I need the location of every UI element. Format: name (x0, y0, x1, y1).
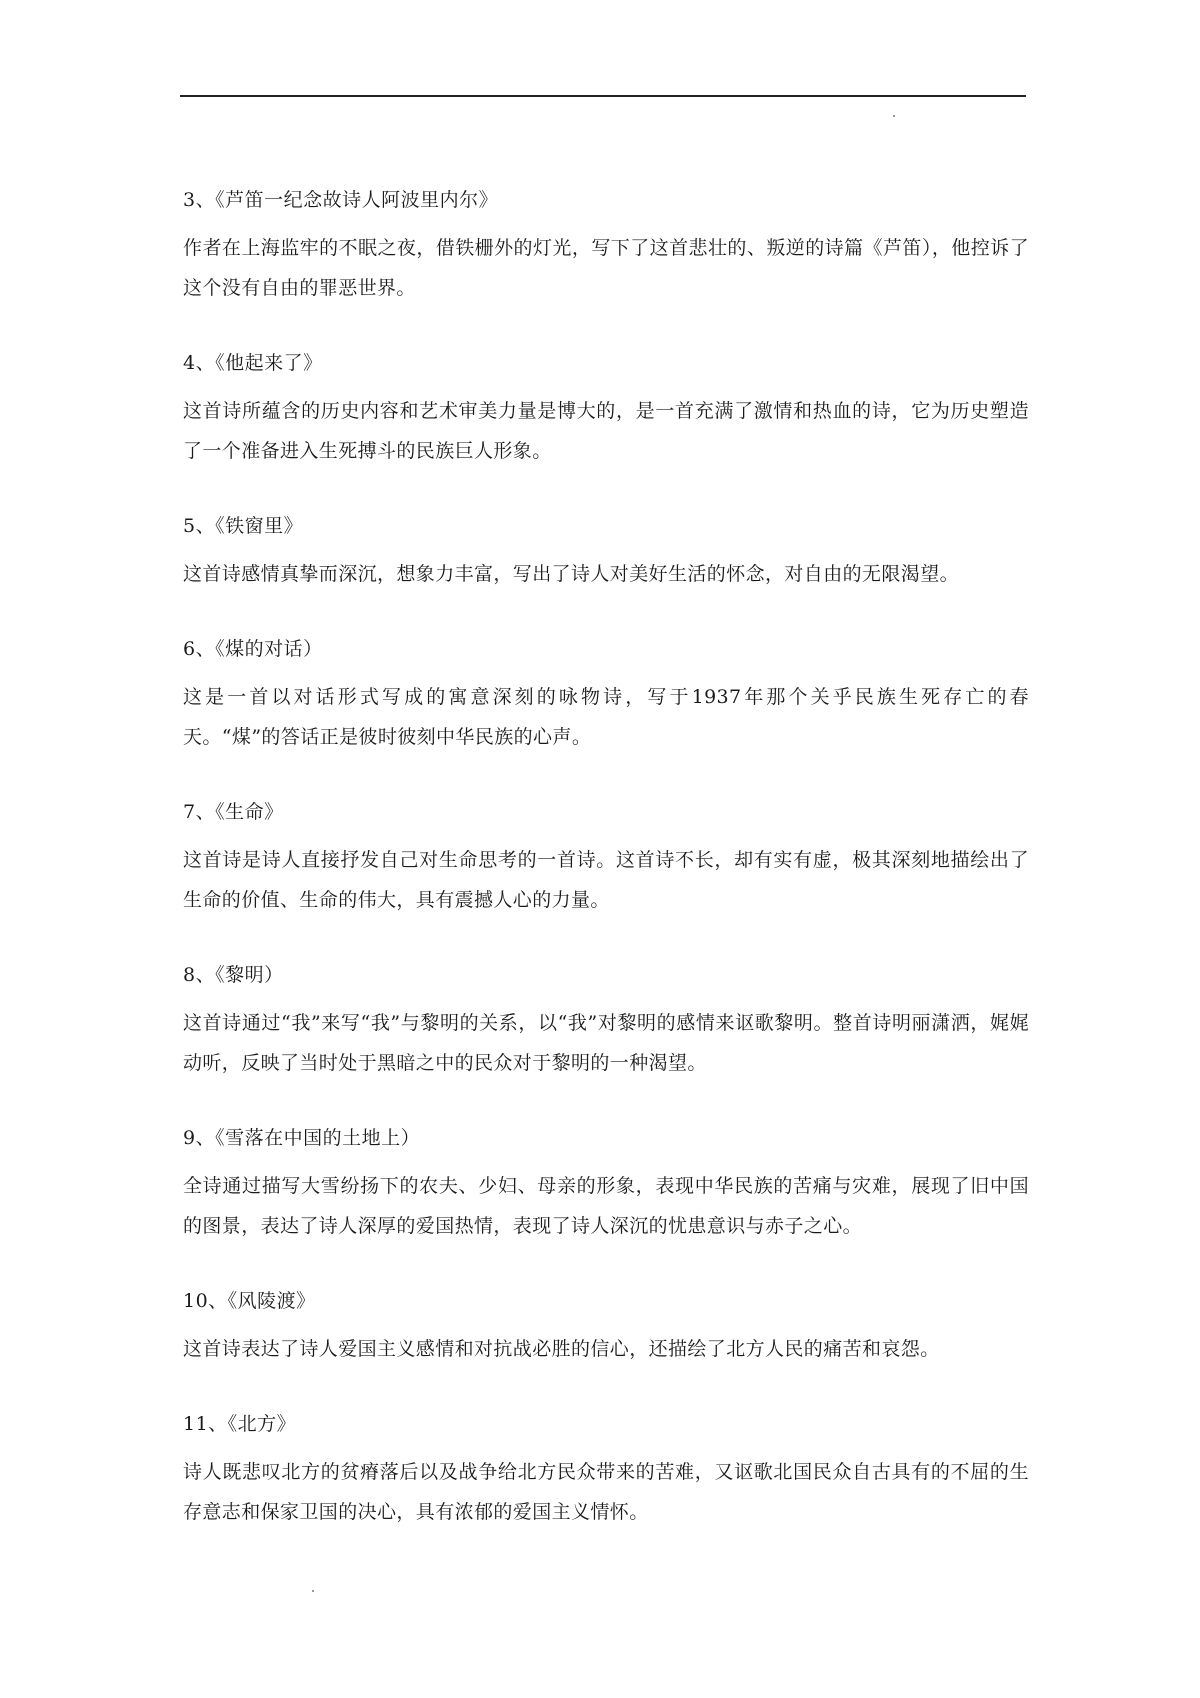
scan-speck (893, 115, 895, 117)
poem-title: 5、《铁窗里》 (183, 515, 304, 537)
poem-title: 10、《风陵渡》 (183, 1290, 316, 1312)
poem-entry (183, 798, 1029, 920)
poem-entry (183, 512, 1029, 594)
poem-title: 7、《生命》 (183, 801, 284, 823)
poem-description: 诗人既悲叹北方的贫瘠落后以及战争给北方民众带来的苦难，又讴歌北国民众自古具有的不屈的生存意志和保家卫国的决心，具有浓郁的爱国主义情怀。 (183, 1461, 1029, 1523)
poem-entry (183, 635, 1029, 757)
poem-description: 这首诗表达了诗人爱国主义感情和对抗战必胜的信心，还描绘了北方人民的痛苦和哀怨。 (183, 1338, 940, 1360)
poem-description: 这首诗所蕴含的历史内容和艺术审美力量是博大的，是一首充满了激情和热血的诗，它为历史塑造了一个准备进入生死搏斗的民族巨人形象。 (183, 400, 1029, 462)
header-rule (180, 95, 1026, 97)
poem-entry (183, 186, 1029, 308)
poem-entry (183, 961, 1029, 1083)
poem-title: 3、《芦笛一纪念故诗人阿波里内尔》 (183, 189, 499, 211)
scan-speck (312, 1590, 314, 1592)
poem-description: 全诗通过描写大雪纷扬下的农夫、少妇、母亲的形象，表现中华民族的苦痛与灾难，展现了旧中国的图景，表达了诗人深厚的爱国热情，表现了诗人深沉的忧患意识与赤子之心。 (183, 1175, 1029, 1237)
poem-description: 这首诗是诗人直接抒发自己对生命思考的一首诗。这首诗不长，却有实有虚，极其深刻地描绘出了生命的价值、生命的伟大，具有震撼人心的力量。 (183, 849, 1029, 911)
poem-entry (183, 349, 1029, 471)
poem-title: 8、《黎明） (183, 964, 284, 986)
poem-description: 这是一首以对话形式写成的寓意深刻的咏物诗，写于1937年那个关乎民族生死存亡的春天。“煤”的答话正是彼时彼刻中华民族的心声。 (183, 686, 1029, 748)
poem-title: 11、《北方》 (183, 1413, 297, 1435)
poem-description: 这首诗通过“我”来写“我”与黎明的关系，以“我”对黎明的感情来讴歌黎明。整首诗明丽潇洒，娓娓动听，反映了当时处于黑暗之中的民众对于黎明的一种渴望。 (183, 1012, 1029, 1074)
poem-description: 作者在上海监牢的不眠之夜，借铁栅外的灯光，写下了这首悲壮的、叛逆的诗篇《芦笛），他控诉了这个没有自由的罪恶世界。 (183, 237, 1029, 299)
poem-entry (183, 1287, 1029, 1369)
poem-entry (183, 1124, 1029, 1246)
poem-title: 4、《他起来了》 (183, 352, 323, 374)
document-body (183, 186, 1029, 1573)
poem-entry (183, 1410, 1029, 1532)
poem-title: 9、《雪落在中国的土地上） (183, 1127, 421, 1149)
poem-description: 这首诗感情真挚而深沉，想象力丰富，写出了诗人对美好生活的怀念，对自由的无限渴望。 (183, 563, 960, 585)
poem-title: 6、《煤的对话） (183, 638, 323, 660)
